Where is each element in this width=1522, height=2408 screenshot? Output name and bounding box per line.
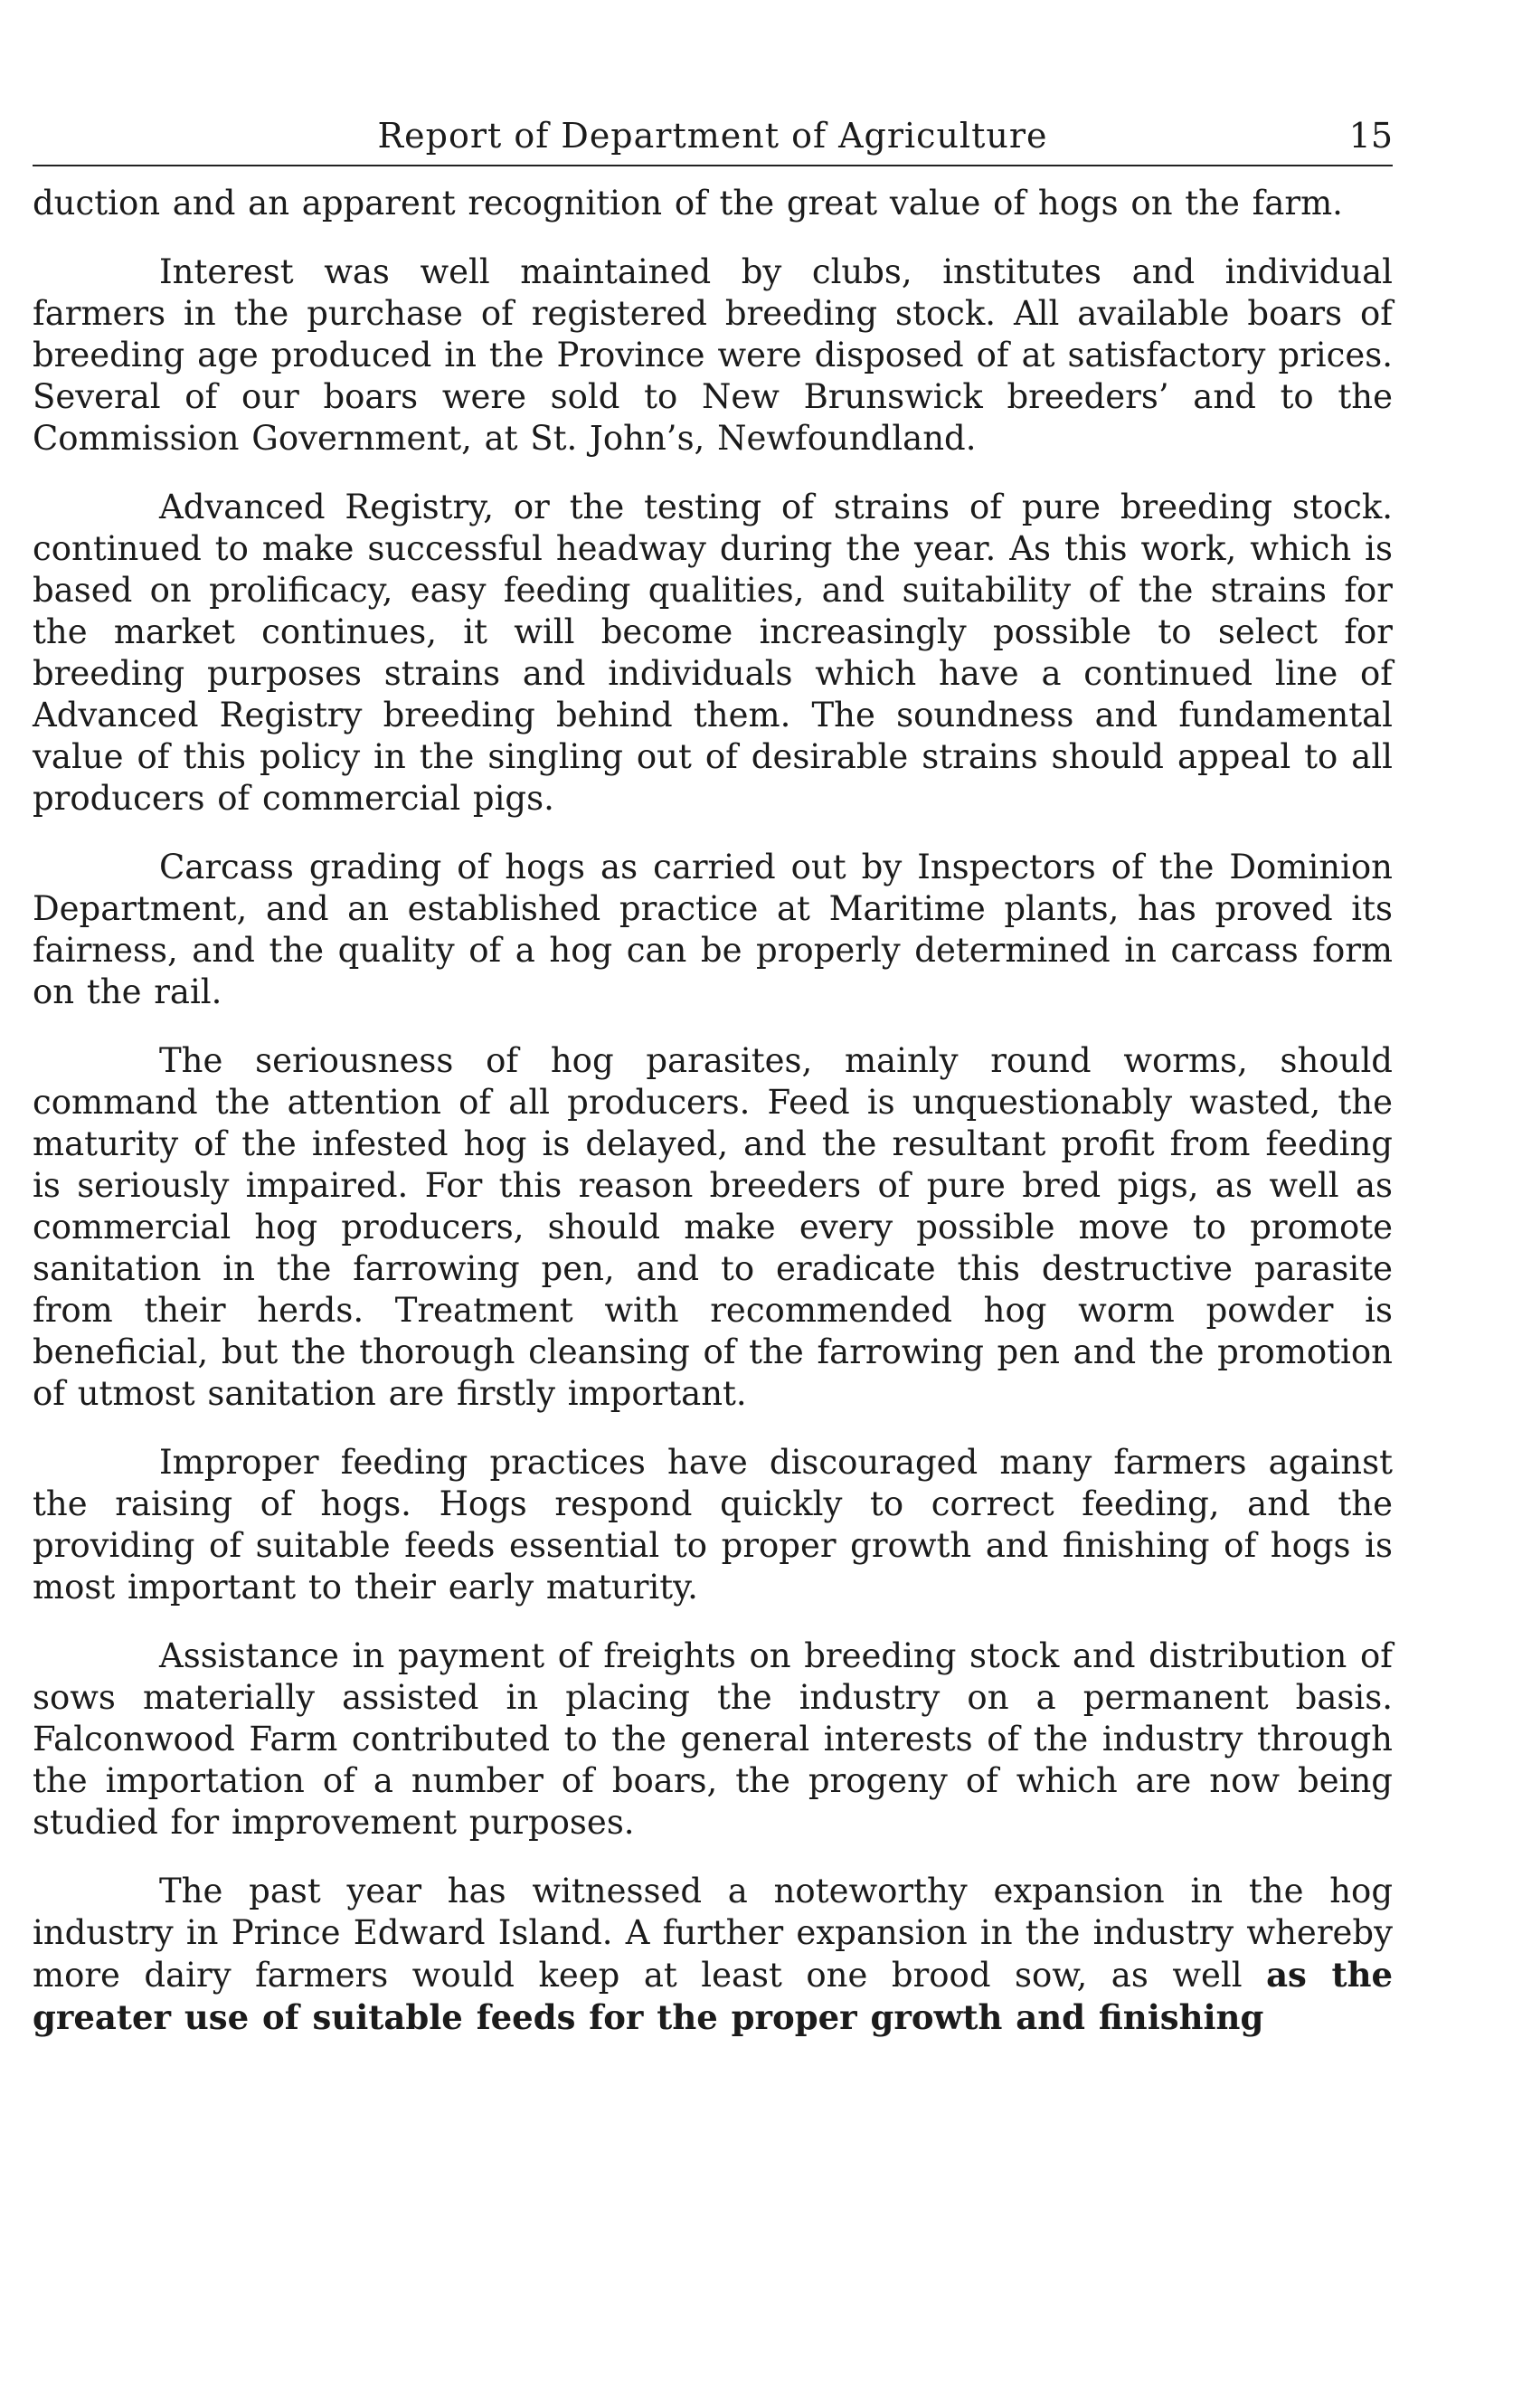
paragraph-4: Carcass grading of hogs as carried out by Inspectors of the Dominion Department, and an established practice at Maritime plants, has proved its fairness, and the quality of a hog can be properly determined in carcass form on the rail.	[33, 848, 1393, 1011]
paragraph-8-text: The past year has witnessed a noteworthy expansion in the hog industry in Prince Edward Island. A further expansion in the industry whereby more dairy farmers would keep at least one brood sow, as well	[33, 1872, 1393, 1995]
page-number: 15	[1348, 116, 1393, 156]
paragraph-1: duction and an apparent recognition of the great value of hogs on the farm.	[33, 184, 1343, 223]
running-header	[33, 109, 1393, 166]
header-title: Report of Department of Agriculture	[377, 116, 1048, 156]
paragraph-7: Assistance in payment of freights on breeding stock and distribution of sows materially assisted in placing the industry on a permanent basis. Falconwood Farm contributed to the general interests of the industry through the importation of a number of boars, the progeny of which are now being studied for improvement purposes.	[33, 1636, 1393, 1842]
paragraph-6: Improper feeding practices have discouraged many farmers against the raising of hogs. Hogs respond quickly to correct feeding, and the providing of suitable feeds essential to proper growth and finishing of hogs is most important to their early maturity.	[33, 1443, 1393, 1607]
body-text	[33, 183, 1393, 2039]
paragraph-8-last-line: as the greater use of suitable feeds for the proper growth and finishing	[33, 1955, 1394, 2037]
paragraph-5: The seriousness of hog parasites, mainly round worms, should command the attention of all producers. Feed is unquestionably wasted, the maturity of the infested hog is delayed, and the resultant profit from feeding is seriously impaired. For this reason breeders of pure bred pigs, as well as commercial hog producers, should make every possible move to promote sanitation in the farrowing pen, and to eradicate this destructive parasite from their herds. Treatment with recommended hog worm powder is beneficial, but the thorough cleansing of the farrowing pen and the promotion of utmost sanitation are firstly important.	[33, 1041, 1393, 1413]
document-page	[33, 109, 1393, 2066]
paragraph-2: Interest was well maintained by clubs, institutes and individual farmers in the purchase of registered breeding stock. All available boars of breeding age produced in the Province were disposed of at satisfactory prices. Several of our boars were sold to New Brunswick breeders’ and to the Commission Government, at St. John’s, Newfoundland.	[33, 252, 1393, 458]
paragraph-8	[33, 1871, 1393, 2039]
paragraph-3: Advanced Registry, or the testing of strains of pure breeding stock. continued to make successful headway during the year. As this work, which is based on prolificacy, easy feeding qualities, and suitability of the strains for the market continues, it will become increasingly possible to select for breeding purposes strains and individuals which have a continued line of Advanced Registry breeding behind them. The soundness and fundamental value of this policy in the singling out of desirable strains should appeal to all producers of commercial pigs.	[33, 488, 1393, 818]
